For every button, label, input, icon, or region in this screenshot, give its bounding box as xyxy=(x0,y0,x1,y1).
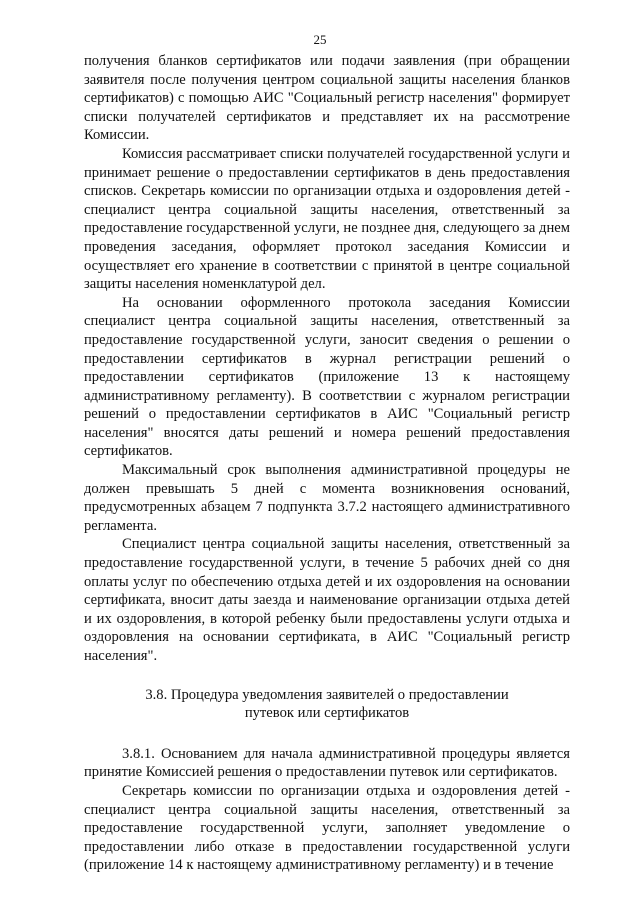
page-number: 25 xyxy=(313,32,327,47)
section-heading-line-1: 3.8. Процедура уведомления заявителей о предоставлении xyxy=(145,686,509,703)
paragraph-3-8-1: 3.8.1. Основанием для начала административной процедуры является принятие Комиссией решения о предоставлении путевок или сертификатов. xyxy=(84,745,570,781)
section-heading-line-2: путевок или сертификатов xyxy=(244,705,410,722)
paragraph-secretary-notice: Секретарь комиссии по организации отдыха и оздоровления детей - специалист центра социальной защиты населения, ответственный за предоставление государственной услуги, заполняет уведомление о предоставлении либо отказе в предоставлении государственной услуги (приложение 14 к настоящему административному регламенту) и в течение xyxy=(84,782,570,874)
paragraph-max-term: Максимальный срок выполнения административной процедуры не должен превышать 5 дней с момента возникновения оснований, предусмотренных абзацем 7 подпункта 3.7.2 настоящего административного регламента. xyxy=(84,462,570,534)
page-content xyxy=(84,52,570,875)
paragraph-commission-review: Комиссия рассматривает списки получателей государственной услуги и принимает решение о предоставлении сертификатов в день предоставления списков. Секретарь комиссии по организации отдыха и оздоровления детей - специалист центра социальной защиты населения, ответственный за предоставление государственной услуги, не позднее дня, следующего за днем проведения заседания, оформляет протокол заседания Комиссии и осуществляет его хранение в соответствии с принятой в центре социальной защиты населения номенклатурой дел. xyxy=(84,145,570,293)
paragraph-specialist-entry: Специалист центра социальной защиты населения, ответственный за предоставление государственной услуги, в течение 5 рабочих дней со дня оплаты услуг по обеспечению отдыха детей и их оздоровления на основании сертификата, вносит даты заезда и наименование организации отдыха детей и их оздоровления, в которой ребенку были предоставлены услуги отдыха и оздоровления на основании сертификата, в АИС "Социальный регистр населения". xyxy=(84,536,570,664)
section-heading xyxy=(84,686,570,723)
paragraph-continuation: получения бланков сертификатов или подачи заявления (при обращении заявителя после получения центром социальной защиты населения бланков сертификатов) с помощью АИС "Социальный регистр населения" формирует списки получателей сертификатов и представляет их на рассмотрение Комиссии. xyxy=(84,53,570,144)
paragraph-protocol-basis: На основании оформленного протокола заседания Комиссии специалист центра социальной защиты населения, ответственный за предоставление государственной услуги, заносит сведения о решении о предоставлении сертификатов в журнал регистрации решений о предоставлении сертификатов (приложение 13 к настоящему административному регламенту). В соответствии с журналом регистрации решений о предоставлении сертификатов в АИС "Социальный регистр населения" вносятся даты решений и номера решений предоставления сертификатов. xyxy=(84,294,570,460)
